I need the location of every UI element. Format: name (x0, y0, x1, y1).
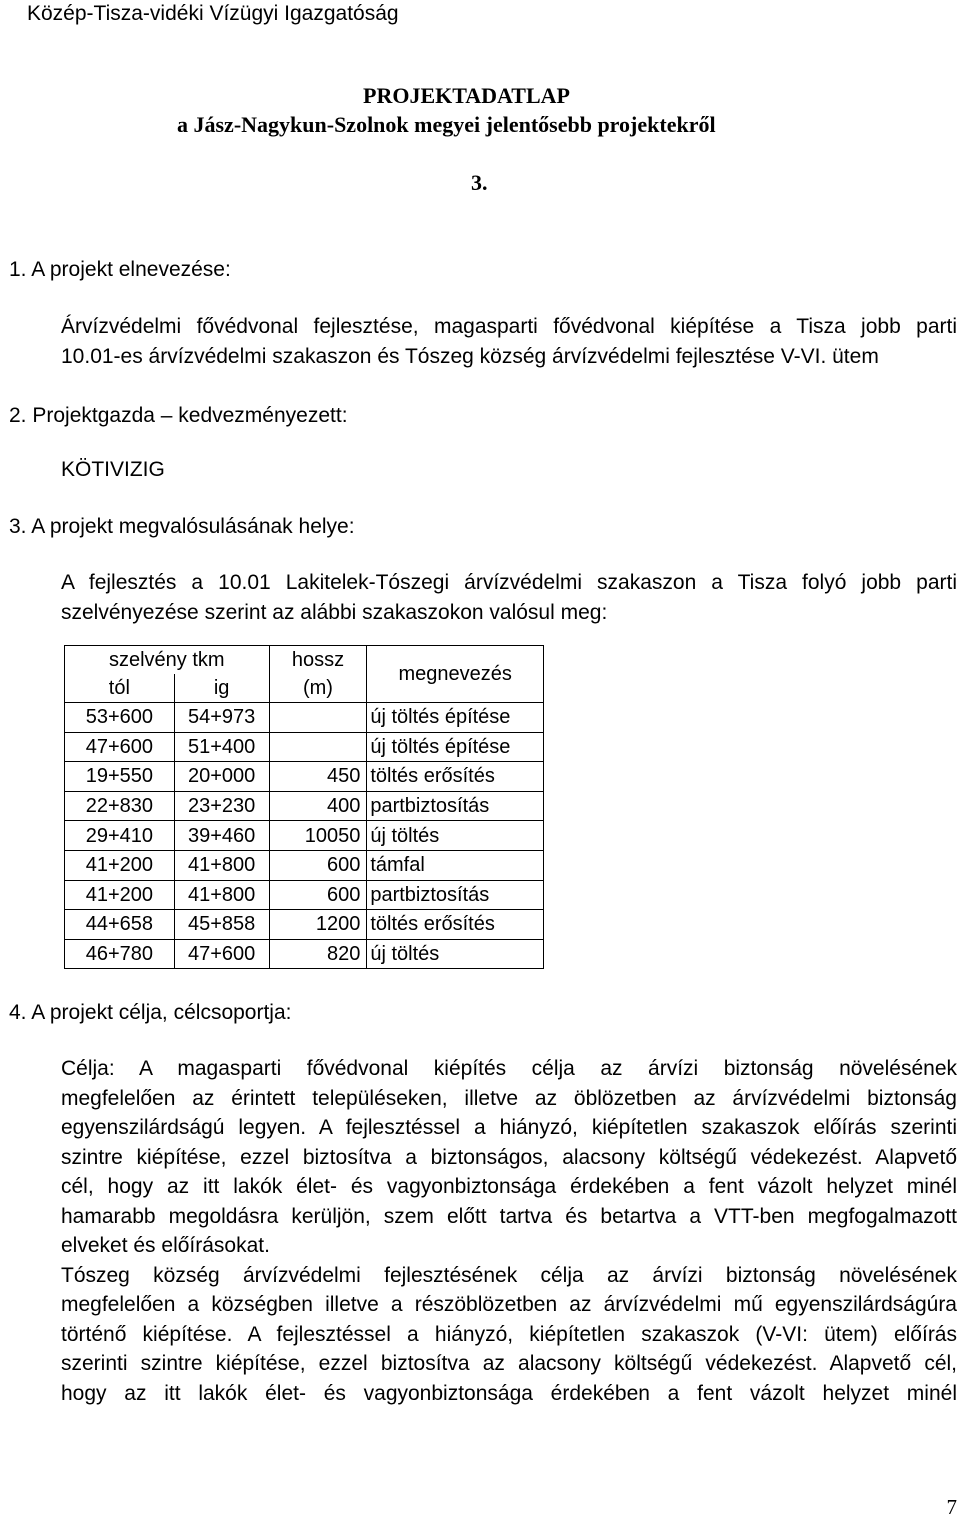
cell-tol: 44+658 (65, 910, 175, 940)
table-row (65, 850, 544, 880)
cell-ig: 45+858 (174, 910, 269, 940)
section-4-line: szintre kiépítése, ezzel biztosítva a biztonságos, alacsony költségű védekezést. Alapvető (61, 1145, 957, 1169)
table-row (65, 821, 544, 851)
section-4-heading: 4. A projekt célja, célcsoportja: (9, 1001, 292, 1024)
section-1-heading: 1. A projekt elnevezése: (9, 258, 231, 281)
cell-megnevezes: új töltés (367, 821, 544, 851)
cell-hossz: 1200 (269, 910, 367, 940)
section-4-line: hogy az itt lakók élet- és vagyonbiztonsága érdekében a fent vázolt helyzet minél (61, 1381, 957, 1405)
section-3-line: A fejlesztés a 10.01 Lakitelek-Tószegi árvízvédelmi szakaszon a Tisza folyó jobb parti (61, 571, 957, 594)
section-4-line: Tószeg község árvízvédelmi fejlesztésének célja az árvízi biztonság növelésének (61, 1263, 957, 1287)
header-organization: Közép-Tisza-vidéki Vízügyi Igazgatóság (27, 2, 399, 25)
cell-megnevezes: támfal (367, 850, 544, 880)
cell-megnevezes: töltés erősítés (367, 910, 544, 940)
section-1-body (61, 312, 957, 371)
section-4-line: Célja: A magasparti fővédvonal kiépítés célja az árvízi biztonság növelésének (61, 1057, 957, 1080)
section-4-line: megfelelően a községben illetve a részöblözetben az árvízvédelmi mű egyenszilárdságúra (61, 1293, 957, 1316)
cell-tol: 19+550 (65, 762, 175, 792)
header-megnevezes: megnevezés (367, 646, 544, 703)
table-row (65, 880, 544, 910)
cell-tol: 53+600 (65, 703, 175, 733)
doc-title: PROJEKTADATLAP (363, 83, 570, 108)
table-row (65, 910, 544, 940)
cell-ig: 51+400 (174, 732, 269, 762)
section-4-line: szerinti szintre kiépítése, ezzel biztosítva az alacsony költségű védekezést. Alapvető cél, (61, 1352, 957, 1375)
cell-megnevezes: partbiztosítás (367, 880, 544, 910)
section-1-line: 10.01-es árvízvédelmi szakaszon és Tószeg község árvízvédelmi fejlesztése V-VI. ütem (61, 344, 879, 368)
section-4-line: megfelelően az érintett településeken, illetve az öblözetben az árvízvédelmi biztonság (61, 1086, 957, 1110)
table-row (65, 732, 544, 762)
cell-tol: 29+410 (65, 821, 175, 851)
cell-hossz: 600 (269, 880, 367, 910)
sections-table (64, 645, 544, 969)
cell-hossz: 820 (269, 939, 367, 969)
header-hossz: hossz (269, 646, 367, 675)
cell-ig: 47+600 (174, 939, 269, 969)
cell-hossz (269, 703, 367, 733)
cell-ig: 20+000 (174, 762, 269, 792)
project-owner: KÖTIVIZIG (61, 458, 165, 481)
section-4-body (61, 1054, 957, 1408)
header-hossz-unit: (m) (269, 674, 367, 703)
cell-hossz (269, 732, 367, 762)
cell-ig: 41+800 (174, 880, 269, 910)
section-1-line: Árvízvédelmi fővédvonal fejlesztése, magasparti fővédvonal kiépítése a Tisza jobb parti (61, 315, 957, 338)
cell-hossz: 400 (269, 791, 367, 821)
section-4-line: elveket és előírásokat. (61, 1234, 270, 1257)
cell-hossz: 600 (269, 850, 367, 880)
header-tol: tól (65, 674, 175, 703)
project-number: 3. (471, 170, 488, 195)
section-4-line: történő kiépítése. A fejlesztéssel a hiányzó, kiépítetlen szakaszok (V-VI: ütem) előírás (61, 1322, 957, 1346)
table-header-row (65, 646, 544, 675)
cell-tol: 22+830 (65, 791, 175, 821)
cell-ig: 41+800 (174, 850, 269, 880)
cell-megnevezes: új töltés (367, 939, 544, 969)
cell-megnevezes: új töltés építése (367, 732, 544, 762)
page-number: 7 (946, 1495, 957, 1519)
section-4-line: egyenszilárdságú legyen. A fejlesztéssel a hiányzó, kiépítetlen szakaszok előírás szerinti (61, 1116, 957, 1139)
table-row (65, 762, 544, 792)
cell-ig: 23+230 (174, 791, 269, 821)
cell-megnevezes: töltés erősítés (367, 762, 544, 792)
doc-subtitle: a Jász-Nagykun-Szolnok megyei jelentősebb projektekről (177, 112, 716, 137)
cell-megnevezes: partbiztosítás (367, 791, 544, 821)
cell-tol: 41+200 (65, 880, 175, 910)
cell-ig: 39+460 (174, 821, 269, 851)
section-3-heading: 3. A projekt megvalósulásának helye: (9, 515, 355, 538)
cell-tol: 41+200 (65, 850, 175, 880)
table-row (65, 703, 544, 733)
header-ig: ig (174, 674, 269, 703)
cell-ig: 54+973 (174, 703, 269, 733)
section-4-line: hamarabb megoldásra kerüljön, szem előtt tartva és betartva a VTT-ben megfogalmazott (61, 1204, 957, 1228)
section-2-heading: 2. Projektgazda – kedvezményezett: (9, 404, 348, 427)
cell-hossz: 450 (269, 762, 367, 792)
section-3-body (61, 568, 957, 627)
header-szelveny: szelvény tkm (65, 646, 270, 675)
cell-megnevezes: új töltés építése (367, 703, 544, 733)
cell-tol: 46+780 (65, 939, 175, 969)
section-3-line: szelvényezése szerint az alábbi szakaszokon valósul meg: (61, 600, 608, 624)
table-row (65, 791, 544, 821)
cell-tol: 47+600 (65, 732, 175, 762)
section-4-line: cél, hogy az itt lakók élet- és vagyonbiztonsága érdekében a fent vázolt helyzet minél (61, 1175, 957, 1198)
cell-hossz: 10050 (269, 821, 367, 851)
table-row (65, 939, 544, 969)
